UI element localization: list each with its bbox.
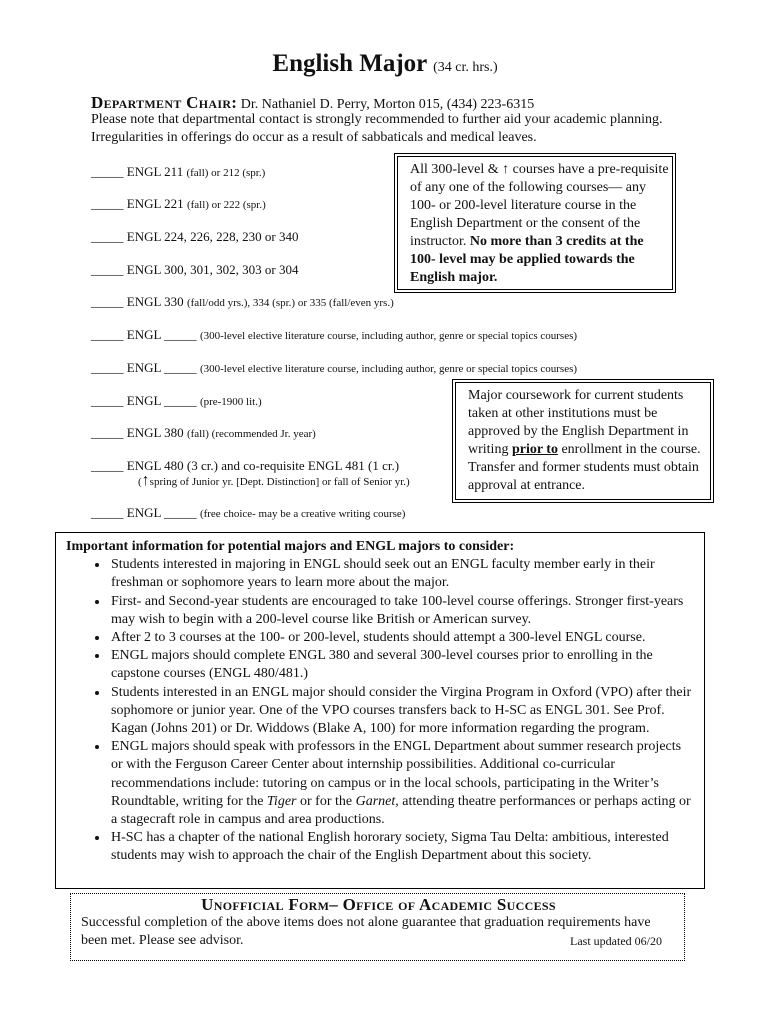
requirement-row: _____ ENGL 221 (fall) or 222 (spr.): [91, 196, 266, 211]
checkbox-blank[interactable]: _____: [91, 458, 124, 473]
contact-note: Please note that departmental contact is strongly recommended to further aid your academic planning. Irregularities in offerings do occur as a result of sabbaticals and medical leaves.: [91, 112, 663, 145]
last-updated: Last updated 06/20: [570, 934, 662, 948]
requirement-row: _____ ENGL 224, 226, 228, 230 or 340: [91, 229, 299, 244]
checkbox-blank[interactable]: _____: [91, 262, 124, 277]
checkbox-blank[interactable]: _____: [91, 425, 124, 440]
requirement-row: _____ ENGL _____ (300-level elective literature course, including author, genre or special topics courses): [91, 360, 578, 375]
requirement-row: _____ ENGL 300, 301, 302, 303 or 304: [91, 262, 299, 277]
chair-label: Department Chair:: [91, 93, 238, 112]
office-heading: Unofficial Form– Office of Academic Success: [201, 895, 556, 914]
checkbox-blank[interactable]: _____: [91, 360, 124, 375]
list-item: • Students interested in majoring in ENGL should seek out an ENGL faculty member early in their freshman or sophomore years to learn more about the major.: [109, 556, 696, 592]
requirement-row: _____ ENGL _____ (300-level elective literature course, including author, genre or special topics courses): [91, 327, 578, 342]
requirement-row: _____ ENGL 380 (fall) (recommended Jr. year): [91, 425, 316, 440]
office-text: Successful completion of the above items does not alone guarantee that graduation requirements have been met. Please see advisor. Last updated 06/20: [81, 915, 662, 948]
list-item: • After 2 to 3 courses at the 100- or 200-level, students should attempt a 300-level ENGL course.: [109, 629, 696, 647]
requirement-row: _____ ENGL 330 (fall/odd yrs.), 334 (spr.) or 335 (fall/even yrs.): [91, 294, 394, 309]
department-chair: [91, 93, 534, 113]
checkbox-blank[interactable]: _____: [91, 294, 124, 309]
prerequisite-note-box: All 300-level & ↑ courses have a pre-requisite of any one of the following courses— any 100- or 200-level literature course in the English Department or the consent of the instructor. No more than 3 credits at the 100- level may be applied towards the English major.: [397, 156, 673, 290]
transfer-note-box: Major coursework for current students taken at other institutions must be approved by the English Department in writing prior to enrollment in the course. Transfer and former students must obtain approval at entrance.: [455, 382, 711, 500]
requirement-row: _____ ENGL _____ (free choice- may be a creative writing course): [91, 505, 406, 520]
checkbox-blank[interactable]: _____: [91, 229, 124, 244]
chair-value: Dr. Nathaniel D. Perry, Morton 015, (434) 223-6315: [240, 97, 535, 112]
office-footer-box: [70, 893, 685, 961]
requirement-row: _____ ENGL 480 (3 cr.) and co-requisite ENGL 481 (1 cr.): [91, 458, 400, 473]
info-heading: Important information for potential majors and ENGL majors to consider:: [66, 539, 515, 554]
up-arrow-icon: ↑: [502, 162, 510, 177]
checkbox-blank[interactable]: _____: [91, 505, 124, 520]
checkbox-blank[interactable]: _____: [91, 327, 124, 342]
list-item: • ENGL majors should complete ENGL 380 and several 300-level courses prior to enrolling in the capstone courses (ENGL 480/481.): [109, 647, 696, 683]
list-item: • Students interested in an ENGL major should consider the Virgina Program in Oxford (VPO) after their sophomore or junior year. One of the VPO courses transfers back to H-SC as ENGL 301. See Prof. Kagan (Johns 201) or Dr. Widdows (Blake A, 100) for more information regarding the program.: [109, 684, 696, 739]
checkbox-blank[interactable]: _____: [91, 393, 124, 408]
list-item: • First- and Second-year students are encouraged to take 100-level course offerings. Stronger first-years may wish to begin with a 200-level course like British or American survey.: [109, 593, 696, 629]
list-item: • ENGL majors should speak with professors in the ENGL Department about summer research projects or with the Ferguson Career Center about internship possibilities. Additional co-curricular recommendations include: tutoring on campus or in the local schools, participating in the Writer’s Roundtable, writing for the Tiger or for the Garnet, attending theatre performances or perhaps acting or a stagecraft role in campus and area productions.: [109, 738, 696, 829]
checkbox-blank[interactable]: _____: [91, 164, 124, 179]
checkbox-blank[interactable]: _____: [91, 196, 124, 211]
requirement-row: _____ ENGL _____ (pre-1900 lit.): [91, 393, 262, 408]
up-arrow-icon: ↑: [141, 472, 150, 489]
important-info-box: [55, 532, 705, 889]
requirement-row: _____ ENGL 211 (fall) or 212 (spr.): [91, 164, 266, 179]
title-main: English Major: [272, 50, 427, 77]
list-item: • H-SC has a chapter of the national English hororary society, Sigma Tau Delta: ambitious, interested students may wish to approach the chair of the English Department about this society.: [109, 829, 696, 865]
info-list: [66, 556, 696, 865]
page-title: [0, 50, 770, 78]
title-credit-hours: (34 cr. hrs.): [433, 60, 498, 75]
engl480-timing-note: (↑spring of Junior yr. [Dept. Distinction] or fall of Senior yr.): [138, 472, 410, 489]
